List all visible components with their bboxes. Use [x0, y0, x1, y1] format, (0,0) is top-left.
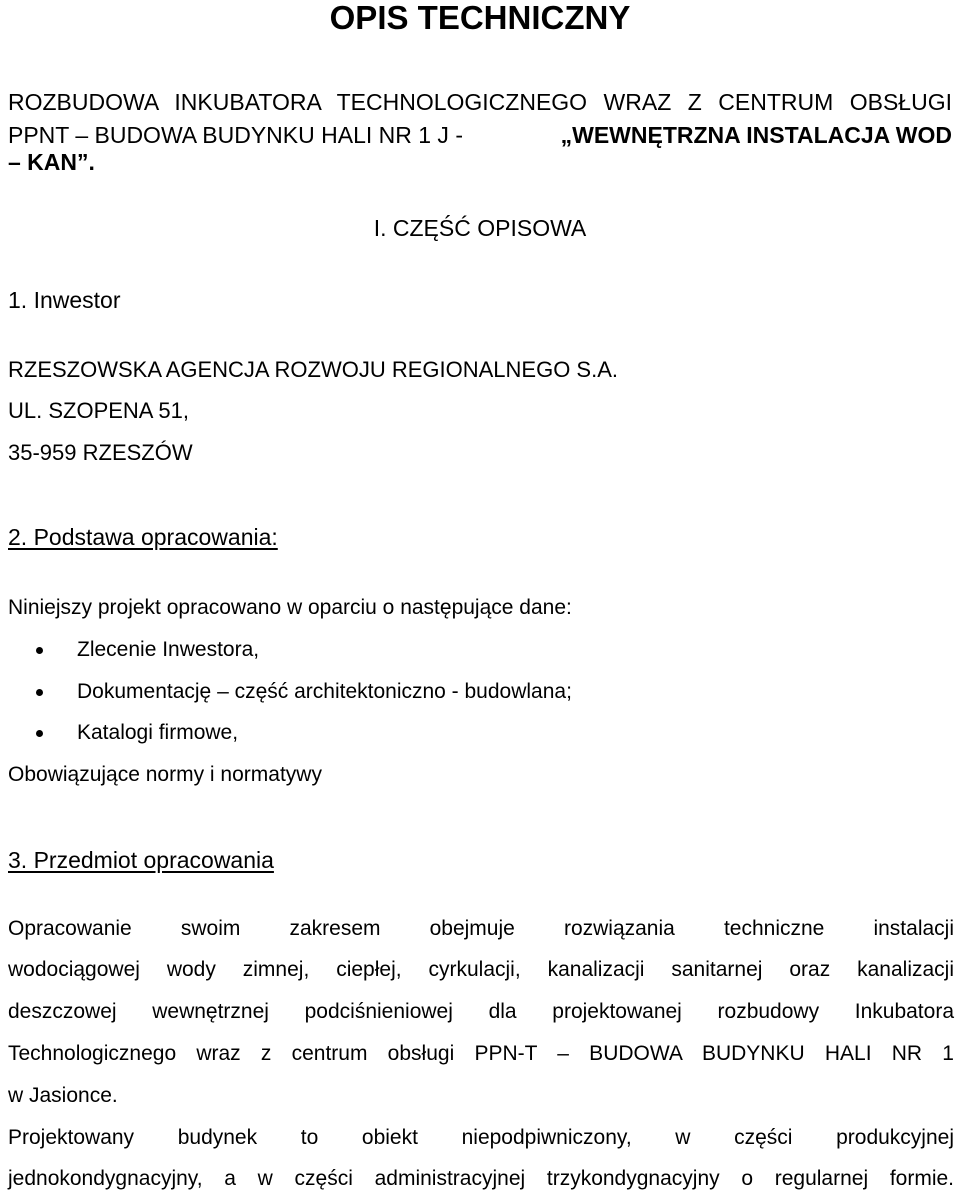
- section-heading-subject: 3. Przedmiot opracowania: [8, 847, 274, 873]
- subject-line-1: ROZBUDOWA INKUBATORA TECHNOLOGICZNEGO WRAZ Z CENTRUM OBSŁUGI: [8, 89, 952, 115]
- subject-line-2-plain: PPNT – BUDOWA BUDYNKU HALI NR 1 J -: [8, 122, 463, 148]
- bullet-text: Katalogi firmowe,: [77, 721, 239, 744]
- subject-paragraph2-line: jednokondygnacyjny, a w części administracyjnej trzykondygnacyjny o regularnej formie.: [8, 1167, 954, 1190]
- subject-paragraph-line: deszczowej wewnętrznej podciśnieniowej dla projektowanej rozbudowy Inkubatora: [8, 1000, 954, 1023]
- subject-line-2: [8, 121, 952, 149]
- subject-line-2-bold: „WEWNĘTRZNA INSTALACJA WOD: [560, 122, 952, 148]
- bullet-icon: [36, 689, 43, 696]
- section-heading-investor: 1. Inwestor: [8, 287, 121, 313]
- part-heading: I. CZĘŚĆ OPISOWA: [373, 215, 587, 241]
- basis-intro: Niniejszy projekt opracowano w oparciu o następujące dane:: [8, 596, 572, 619]
- bullet-text: Dokumentację – część architektoniczno - budowlana;: [77, 680, 572, 703]
- document-title: OPIS TECHNICZNY: [329, 0, 631, 36]
- subject-line-3: – KAN”.: [8, 149, 95, 175]
- investor-line-city: 35-959 RZESZÓW: [8, 440, 193, 465]
- subject-paragraph2-line: Projektowany budynek to obiekt niepodpiwniczony, w części produkcyjnej: [8, 1126, 954, 1149]
- subject-paragraph-line: wodociągowej wody zimnej, ciepłej, cyrkulacji, kanalizacji sanitarnej oraz kanalizacji: [8, 958, 954, 981]
- bullet-icon: [36, 647, 43, 654]
- section-heading-basis: 2. Podstawa opracowania:: [8, 524, 278, 550]
- subject-paragraph-last-line: w Jasionce.: [8, 1084, 118, 1107]
- bullet-icon: [36, 730, 43, 737]
- subject-paragraph-line: Opracowanie swoim zakresem obejmuje rozwiązania techniczne instalacji: [8, 917, 954, 940]
- basis-closing: Obowiązujące normy i normatywy: [8, 763, 322, 786]
- bullet-text: Zlecenie Inwestora,: [77, 638, 260, 661]
- subject-paragraph-line: Technologicznego wraz z centrum obsługi PPN-T – BUDOWA BUDYNKU HALI NR 1: [8, 1042, 954, 1065]
- investor-line-name: RZESZOWSKA AGENCJA ROZWOJU REGIONALNEGO S.A.: [8, 357, 618, 382]
- investor-line-street: UL. SZOPENA 51,: [8, 398, 189, 423]
